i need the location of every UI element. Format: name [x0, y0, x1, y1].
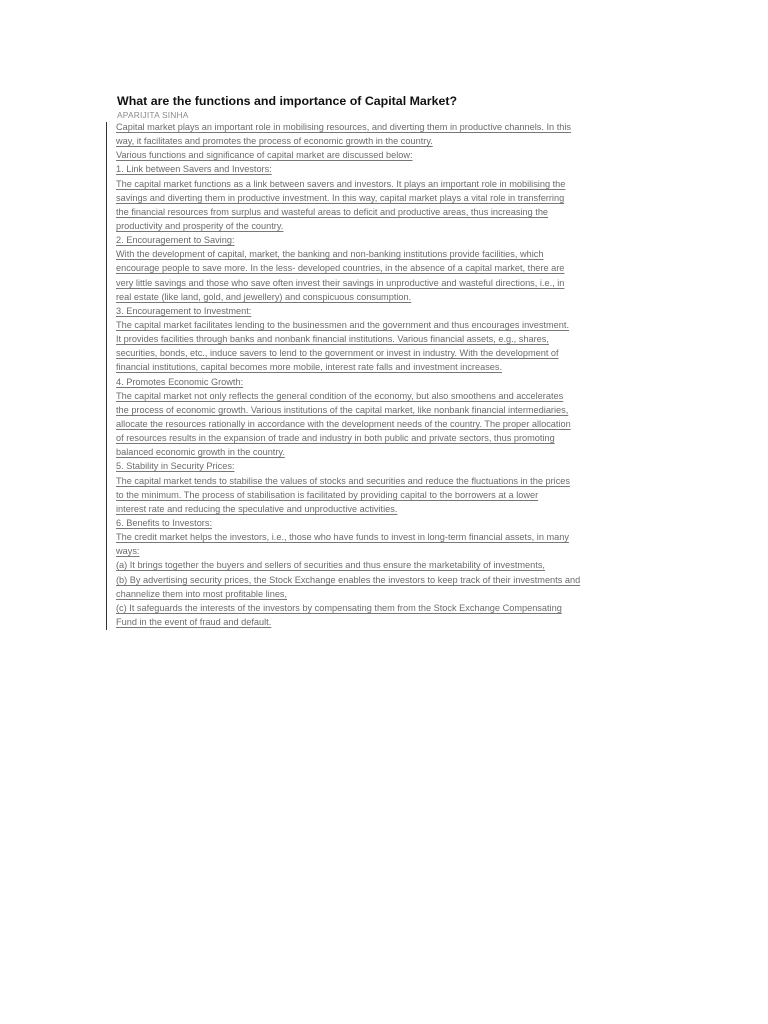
text-line — [116, 516, 656, 530]
text-line-content: the financial resources from surplus and wasteful areas to deficit and productive areas, thus increasing the — [116, 206, 549, 217]
document-body — [116, 120, 656, 629]
text-line — [116, 360, 656, 374]
text-line — [116, 120, 656, 134]
text-line-content: (c) It safeguards the interests of the investors by compensating them from the Stock Exchange Compensating — [116, 602, 562, 613]
text-line-content: allocate the resources rationally in accordance with the development needs of the country. The proper allocation — [116, 418, 571, 429]
text-line — [116, 304, 656, 318]
text-line-content: With the development of capital, market, the banking and non-banking institutions provide facilities, which — [116, 249, 544, 260]
text-line — [116, 148, 656, 162]
text-line-content: 5. Stability in Security Prices: — [116, 461, 235, 472]
text-line-content: The capital market tends to stabilise the values of stocks and securities and reduce the fluctuations in the prices — [116, 475, 571, 486]
text-line-content: The capital market functions as a link between savers and investors. It plays an important role in mobilising the — [116, 178, 566, 189]
text-line-content: of resources results in the expansion of trade and industry in both public and private sectors, thus promoting — [116, 433, 555, 444]
text-line — [116, 375, 656, 389]
text-line-content: Fund in the event of fraud and default. — [116, 616, 272, 627]
text-line-content: balanced economic growth in the country. — [116, 447, 285, 458]
text-line — [116, 544, 656, 558]
text-line — [116, 474, 656, 488]
text-line — [116, 219, 656, 233]
text-line-content: The credit market helps the investors, i.e., those who have funds to invest in long-term financial assets, in many — [116, 532, 569, 543]
text-line-content: 6. Benefits to Investors: — [116, 517, 213, 528]
text-line-content: (b) By advertising security prices, the Stock Exchange enables the investors to keep track of their investments and — [116, 574, 581, 585]
text-line — [116, 431, 656, 445]
text-line-content: The capital market not only reflects the general condition of the economy, but also smoothens and accelerates — [116, 390, 564, 401]
text-line — [116, 162, 656, 176]
text-line — [116, 445, 656, 459]
text-line — [116, 573, 656, 587]
text-line-content: savings and diverting them in productive investment. In this way, capital market plays a vital role in transferring — [116, 192, 565, 203]
text-line-content: Various functions and significance of capital market are discussed below: — [116, 150, 413, 161]
text-line — [116, 233, 656, 247]
text-line-content: channelize them into most profitable lines, — [116, 588, 288, 599]
text-line — [116, 276, 656, 290]
text-line — [116, 488, 656, 502]
text-line — [116, 403, 656, 417]
text-line-content: 2. Encouragement to Saving: — [116, 235, 235, 246]
text-line — [116, 177, 656, 191]
text-line — [116, 205, 656, 219]
text-line-content: financial institutions, capital becomes more mobile, interest rate falls and investment increases. — [116, 362, 503, 373]
text-line-content: securities, bonds, etc., induce savers to lend to the government or invest in industry. With the development of — [116, 348, 559, 359]
text-line-content: to the minimum. The process of stabilisation is facilitated by providing capital to the borrowers at a lower — [116, 489, 539, 500]
text-line — [116, 247, 656, 261]
text-line — [116, 615, 656, 629]
text-line — [116, 389, 656, 403]
text-line-content: very little savings and those who save often invest their savings in unproductive and wasteful directions, i.e., in — [116, 277, 565, 288]
text-line — [116, 332, 656, 346]
text-line-content: 3. Encouragement to Investment: — [116, 305, 252, 316]
text-line — [116, 346, 656, 360]
text-line-content: ways: — [116, 546, 140, 557]
text-line — [116, 530, 656, 544]
text-line — [116, 191, 656, 205]
text-line-content: way, it facilitates and promotes the process of economic growth in the country. — [116, 136, 433, 147]
text-line-content: real estate (like land, gold, and jewellery) and conspicuous consumption. — [116, 291, 412, 302]
text-line — [116, 558, 656, 572]
revision-change-bar — [106, 122, 107, 630]
text-line-content: Capital market plays an important role in mobilising resources, and diverting them in productive channels. In this — [116, 122, 572, 132]
text-line-content: The capital market facilitates lending to the businessmen and the government and thus encourages investment. — [116, 319, 570, 330]
text-line — [116, 134, 656, 148]
text-line — [116, 502, 656, 516]
document-title: What are the functions and importance of Capital Market? — [117, 94, 458, 108]
text-line — [116, 459, 656, 473]
text-line-content: It provides facilities through banks and nonbank financial institutions. Various financial assets, e.g., shares, — [116, 334, 549, 345]
text-line-content: (a) It brings together the buyers and sellers of securities and thus ensure the marketability of investments, — [116, 560, 545, 571]
text-line-content: 1. Link between Savers and Investors: — [116, 164, 272, 175]
text-line-content: the process of economic growth. Various institutions of the capital market, like nonbank financial intermediaries, — [116, 404, 569, 415]
text-line-content: productivity and prosperity of the country. — [116, 220, 284, 231]
text-line — [116, 290, 656, 304]
text-line — [116, 261, 656, 275]
text-line — [116, 318, 656, 332]
author-name: APARIJITA SINHA — [117, 110, 189, 120]
text-line — [116, 601, 656, 615]
text-line — [116, 417, 656, 431]
text-line — [116, 587, 656, 601]
text-line-content: interest rate and reducing the speculative and unproductive activities. — [116, 503, 398, 514]
text-line-content: encourage people to save more. In the less- developed countries, in the absence of a capital market, there are — [116, 263, 565, 274]
text-line-content: 4. Promotes Economic Growth: — [116, 376, 244, 387]
